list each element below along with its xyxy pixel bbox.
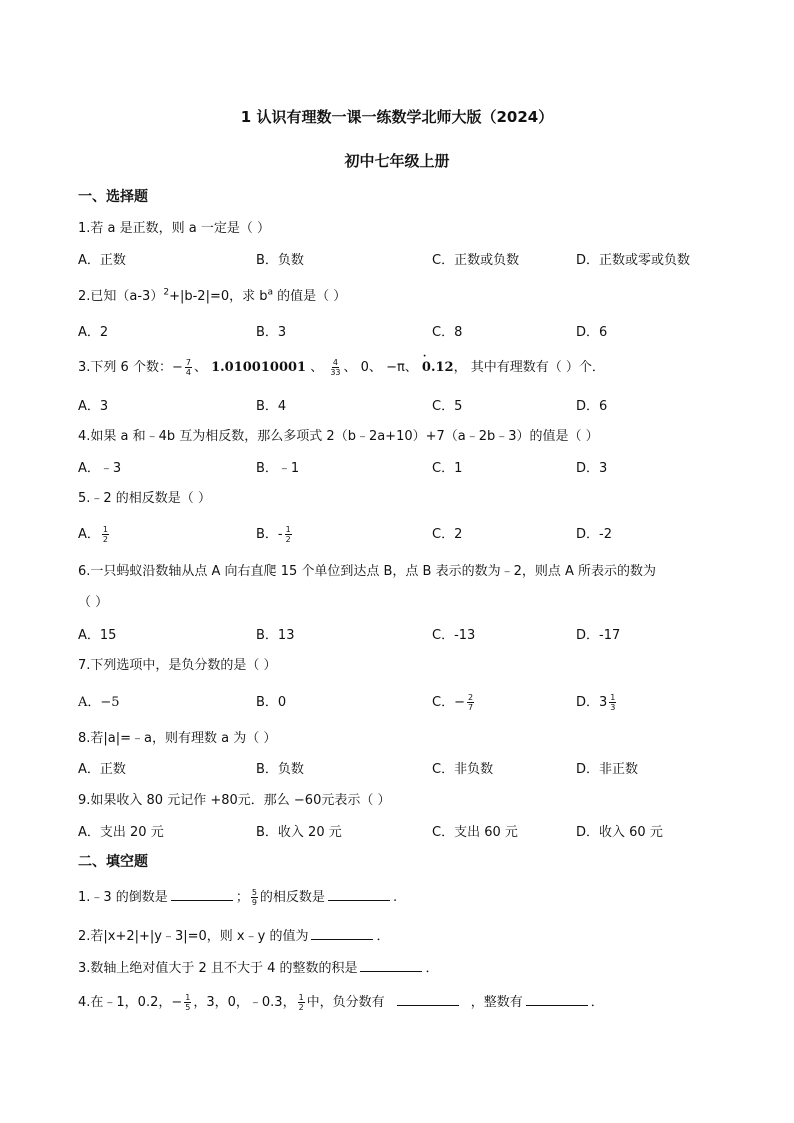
option-d: D．正数或零或负数 [576, 253, 691, 268]
question-8: 8.若|a|=﹣a，则有理数 a 为（ ） [78, 731, 277, 746]
fill-4-text-a: 4.在﹣1，0.2， [78, 995, 172, 1010]
question-1: 1.若 a 是正数，则 a 一定是（ ） [78, 221, 270, 236]
fill-1-text-d: . [392, 890, 398, 905]
denominator: 2 [102, 535, 108, 544]
fraction [467, 693, 474, 712]
fill-question-3 [78, 957, 439, 976]
option-c: C．8 [432, 325, 463, 340]
question-6-line-2: （ ） [78, 595, 109, 610]
fraction [285, 525, 292, 544]
question-2-options [78, 321, 758, 341]
section-heading-fill-blank: 二、填空题 [78, 854, 148, 870]
option-d: D．非正数 [576, 762, 639, 777]
option-c: C．5 [432, 399, 463, 414]
fill-4-text-c: 中，负分数有 [306, 995, 385, 1010]
option-c [432, 691, 476, 712]
numerator: 7 [185, 358, 191, 367]
option-d: D．-17 [576, 628, 621, 643]
option-b: B．负数 [256, 253, 304, 268]
question-2-text-c: 的值是（ ） [273, 289, 347, 304]
separator: 、 [306, 360, 328, 375]
separator: 、 [193, 360, 212, 375]
option-d: D．6 [576, 325, 608, 340]
fill-1-text-c: 的相反数是 [259, 890, 325, 905]
option-a [78, 523, 111, 544]
answer-blank[interactable] [171, 888, 233, 901]
question-2-text-b: +|b-2|=0，求 b [169, 289, 268, 304]
minus-sign: − [171, 995, 183, 1010]
numerator: 4 [332, 358, 338, 367]
denominator: 3 [610, 703, 616, 712]
denominator: 9 [251, 898, 257, 907]
numerator: 1 [102, 525, 108, 534]
fraction [329, 358, 341, 377]
fill-question-1 [78, 886, 397, 907]
option-a: A．2 [78, 325, 109, 340]
number-1-010010001: 1.010010001 [211, 360, 307, 375]
question-2-exponent-a: a [267, 287, 274, 298]
option-d: D．6 [576, 399, 608, 414]
option-c: C．正数或负数 [432, 253, 520, 268]
question-7-options [78, 691, 758, 711]
option-c: C．-13 [432, 628, 476, 643]
option-a: A．15 [78, 628, 117, 643]
denominator: 7 [467, 703, 474, 712]
question-9: 9.如果收入 80 元记作 +80元．那么 −60元表示（ ） [78, 793, 391, 808]
option-b: B．负数 [256, 762, 304, 777]
answer-blank[interactable] [526, 993, 588, 1006]
page-subtitle: 初中七年级上册 [344, 152, 450, 170]
question-6-options [78, 624, 758, 644]
option-label: D．3 [576, 695, 608, 710]
fill-3-text-a: 3.数轴上绝对值大于 2 且不大于 4 的整数的积是 [78, 961, 358, 976]
fill-1-text-a: 1.﹣3 的倒数是 [78, 890, 168, 905]
question-2-text-a: 2.已知（a-3） [78, 289, 164, 304]
question-6-line-1: 6.一只蚂蚁沿数轴从点 A 向右直爬 15 个单位到达点 B，点 B 表示的数为﹣2，则点 A 所表示的数为 [78, 564, 657, 579]
option-c: C．2 [432, 527, 463, 542]
option-d: D．收入 60 元 [576, 825, 663, 840]
option-b: B．4 [256, 399, 287, 414]
numerator: 1 [610, 693, 616, 702]
fraction [298, 993, 305, 1012]
question-4: 4.如果 a 和﹣4b 互为相反数，那么多项式 2（b﹣2a+10）+7（a﹣2b﹣3）的值是（ ） [78, 429, 599, 444]
question-5-options [78, 523, 758, 543]
fill-4-text-b: ，3，0，﹣0.3， [193, 995, 296, 1010]
option-a: A．支出 20 元 [78, 825, 164, 840]
fraction [184, 993, 191, 1012]
option-d [576, 691, 618, 712]
answer-blank[interactable] [311, 927, 373, 940]
option-c: C．非负数 [432, 762, 494, 777]
option-label: C．− [432, 695, 465, 710]
question-3 [78, 356, 605, 377]
option-b: B．3 [256, 325, 287, 340]
question-3-prefix: 3.下列 6 个数： [78, 360, 172, 375]
numerator: 1 [298, 993, 304, 1002]
fill-2-text-a: 2.若|x+2|+|y﹣3|=0，则 x﹣y 的值为 [78, 929, 309, 944]
option-c: C．支出 60 元 [432, 825, 518, 840]
page-title: 1 认识有理数一课一练数学北师大版（2024） [240, 108, 554, 126]
fill-4-text-d: ，整数有 [470, 995, 523, 1010]
option-a: A．正数 [78, 762, 126, 777]
fraction [102, 525, 109, 544]
numerator: 1 [185, 993, 191, 1002]
denominator: 5 [185, 1003, 191, 1012]
answer-blank[interactable] [360, 959, 422, 972]
fraction [609, 693, 616, 712]
option-b: B．收入 20 元 [256, 825, 342, 840]
fill-2-text-b: ． [376, 929, 390, 944]
option-b [256, 523, 294, 544]
minus-sign: − [171, 360, 183, 375]
numerator: 5 [251, 888, 257, 897]
option-a: A．正数 [78, 253, 126, 268]
answer-blank[interactable] [397, 993, 459, 1006]
question-2 [78, 285, 346, 304]
section-heading-choice: 一、选择题 [78, 189, 148, 205]
question-4-options [78, 457, 758, 477]
repeating-decimal: · 0.12 [422, 360, 454, 375]
numerator: 2 [467, 693, 474, 702]
numerator: 1 [285, 525, 291, 534]
question-3-suffix: ， 其中有理数有（ ）个． [453, 360, 605, 375]
option-d: D．-2 [576, 527, 612, 542]
option-label: A． [78, 527, 100, 542]
question-7: 7.下列选项中，是负分数的是（ ） [78, 658, 277, 673]
fill-1-text-b: ； [235, 890, 249, 905]
denominator: 33 [330, 368, 341, 377]
fill-question-4 [78, 991, 604, 1012]
answer-blank[interactable] [328, 888, 390, 901]
denominator: 4 [185, 368, 191, 377]
fill-4-text-e: ． [590, 995, 604, 1010]
fraction [185, 358, 192, 377]
option-d: D．3 [576, 461, 608, 476]
separator: 、 0、 −π、 [343, 360, 422, 375]
option-label: B．- [256, 527, 283, 542]
fraction [251, 888, 258, 907]
denominator: 2 [285, 535, 291, 544]
option-b: B．﹣1 [256, 461, 300, 476]
question-3-options [78, 395, 758, 415]
question-8-options [78, 758, 758, 778]
option-c: C．1 [432, 461, 463, 476]
fill-question-2 [78, 925, 389, 944]
question-5: 5.﹣2 的相反数是（ ） [78, 491, 211, 506]
denominator: 2 [298, 1003, 304, 1012]
option-a: A．−5 [78, 695, 120, 710]
question-1-options [78, 249, 758, 269]
fill-3-text-b: ． [425, 961, 439, 976]
option-b: B．0 [256, 695, 287, 710]
question-2-exponent: 2 [163, 287, 170, 298]
option-b: B．13 [256, 628, 295, 643]
option-a: A．3 [78, 399, 109, 414]
question-9-options [78, 821, 758, 841]
option-a: A．﹣3 [78, 461, 122, 476]
